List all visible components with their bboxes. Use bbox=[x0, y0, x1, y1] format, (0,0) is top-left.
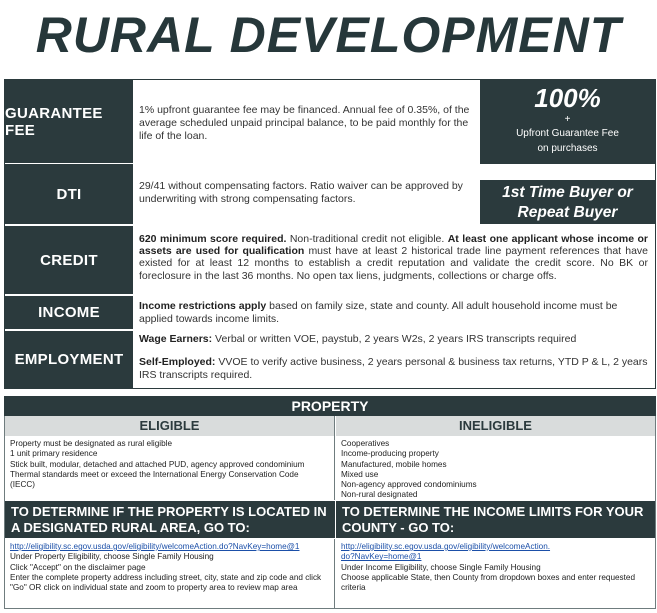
buyer-line2: Repeat Buyer bbox=[517, 204, 618, 221]
income-limits-instructions bbox=[336, 539, 655, 608]
ineligible-list bbox=[336, 436, 655, 500]
row-label-employment bbox=[5, 331, 133, 388]
promo-line1: Upfront Guarantee Fee bbox=[516, 128, 619, 139]
income-text bbox=[133, 296, 654, 329]
rural-step: Enter the complete property address including street, city, state and zip code and click "Go" OR click on individual state and zoom to property area to review map area bbox=[10, 572, 322, 593]
income-step: Under Income Eligibility, choose Single Family Housing bbox=[341, 562, 541, 572]
buyer-line1: 1st Time Buyer or bbox=[502, 184, 633, 201]
ineligible-item: Income-producing property bbox=[341, 449, 439, 459]
ineligible-item: Mixed use bbox=[341, 469, 379, 479]
promo-box bbox=[480, 80, 655, 164]
guarantee-fee-text: 1% upfront guarantee fee may be financed. Annual fee of 0.35%, of the average scheduled unpaid principal balance, to be paid monthly for the life of the loan. bbox=[139, 104, 470, 142]
rural-area-heading: TO DETERMINE IF THE PROPERTY IS LOCATED IN A DESIGNATED RURAL AREA, GO TO: bbox=[5, 501, 335, 538]
ineligible-item: Non-rural designated bbox=[341, 490, 418, 500]
eligible-list bbox=[5, 436, 335, 500]
page-title: RURAL DEVELOPMENT bbox=[35, 7, 622, 63]
income-limits-heading: TO DETERMINE THE INCOME LIMITS FOR YOUR COUNTY - GO TO: bbox=[336, 501, 655, 538]
rural-area-instructions bbox=[5, 539, 335, 608]
property-header: PROPERTY bbox=[4, 396, 656, 416]
row-label-dti bbox=[5, 164, 133, 224]
guarantee-fee-label-text: GUARANTEE FEE bbox=[5, 104, 103, 139]
credit-text1: Non-traditional credit not eligible. bbox=[286, 233, 448, 245]
row-label-income bbox=[5, 296, 133, 329]
dti-label-text: DTI bbox=[56, 185, 82, 203]
eligible-item: (IECC) bbox=[10, 480, 36, 490]
promo-plus: + bbox=[564, 114, 571, 125]
eligible-item: Stick built, modular, detached and attached PUD, agency approved condominium bbox=[10, 459, 305, 469]
eligible-item: 1 unit primary residence bbox=[10, 449, 98, 459]
ineligible-item: Cooperatives bbox=[341, 439, 390, 448]
income-rest: based on family size, state and county. All adult household income must be applied towards income limits. bbox=[139, 300, 618, 325]
income-eligibility-link-part2[interactable]: do?NavKey=home@1 bbox=[341, 552, 422, 562]
wage-text: Verbal or written VOE, paystub, 2 years W2s, 2 years IRS transcripts required bbox=[212, 333, 577, 345]
employment-label-text: EMPLOYMENT bbox=[14, 351, 124, 368]
row-label-guarantee-fee bbox=[5, 80, 133, 163]
wage-bold: Wage Earners: bbox=[139, 333, 213, 345]
income-bold: Income restrictions apply bbox=[139, 300, 267, 312]
wage-earners bbox=[139, 333, 648, 346]
credit-bold2: At least one applicant whose income or assets are used for qualification bbox=[139, 233, 648, 258]
rural-eligibility-link[interactable]: http://eligibility.sc.egov.usda.gov/eligibility/welcomeAction.do?NavKey=home@1 bbox=[10, 542, 300, 551]
credit-text2: must have at least 2 historical trade line payment references that have existed for at least 12 months to establish a credit reputation and validate the credit score. No BK or foreclosure in the last 36 months. No open tax liens, judgments, collections or charge offs. bbox=[139, 245, 648, 282]
employment-text bbox=[133, 331, 654, 388]
self-bold: Self-Employed: bbox=[139, 356, 216, 368]
rural-step: Click "Accept" on the disclaimer page bbox=[10, 562, 146, 572]
eligible-item: Property must be designated as rural eligible bbox=[10, 439, 173, 448]
income-label-text: INCOME bbox=[38, 304, 100, 321]
ineligible-item: Manufactured, mobile homes bbox=[341, 459, 447, 469]
income-step: Choose applicable State, then County from dropdown boxes and enter requested criteria bbox=[341, 572, 636, 593]
dti-text: 29/41 without compensating factors. Ratio waiver can be approved by underwriting with strong compensating factors. bbox=[139, 180, 463, 205]
ineligible-item: Non-agency approved condominiums bbox=[341, 480, 477, 490]
eligible-item: Thermal standards meet or exceed the International Energy Conservation Code bbox=[10, 469, 299, 479]
promo-line2: on purchases bbox=[537, 143, 598, 154]
promo-big-text: 100% bbox=[534, 83, 601, 113]
credit-text bbox=[133, 226, 654, 294]
eligible-header: ELIGIBLE bbox=[5, 416, 335, 436]
self-text: VVOE to verify active business, 2 years personal & business tax returns, YTD P & L, 2 years IRS transcripts required. bbox=[139, 356, 648, 381]
buyer-box bbox=[480, 180, 655, 224]
income-eligibility-link-part1[interactable]: http://eligibility.sc.egov.usda.gov/eligibility/welcomeAction. bbox=[341, 542, 551, 551]
credit-label-text: CREDIT bbox=[40, 251, 98, 269]
rural-step: Under Property Eligibility, choose Single Family Housing bbox=[10, 552, 214, 562]
row-label-credit bbox=[5, 226, 133, 294]
self-employed bbox=[139, 356, 648, 382]
ineligible-header: INELIGIBLE bbox=[336, 416, 655, 436]
credit-bold1: 620 minimum score required. bbox=[139, 233, 287, 245]
